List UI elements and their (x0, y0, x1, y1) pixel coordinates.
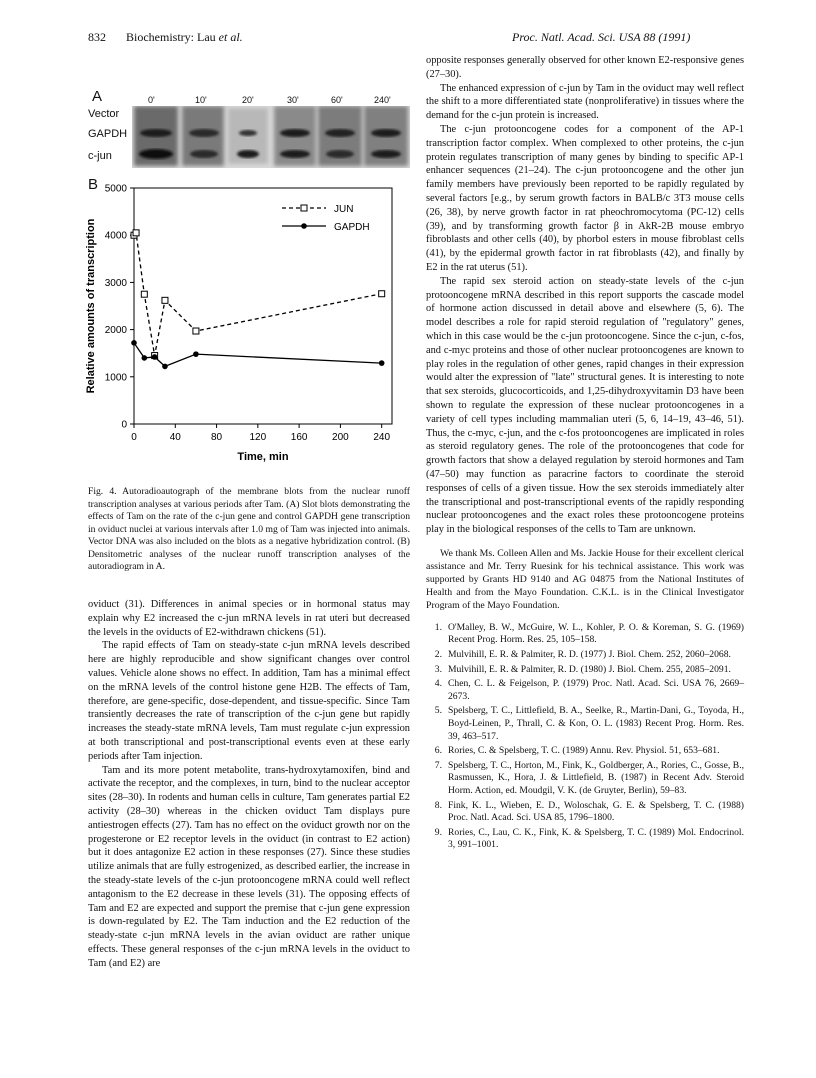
y-tick-label: 1000 (104, 372, 127, 384)
reference-number: 5. (434, 705, 442, 717)
left-column-body (88, 598, 410, 971)
reference-item (426, 622, 744, 647)
data-point-gapdh (193, 351, 199, 357)
y-axis-label: Relative amounts of transcription (85, 218, 97, 394)
reference-text: Spelsberg, T. C., Littlefield, B. A., Seelke, R., Martin-Dani, G., Toyoda, H., Boyd-Leinen, P., Thrall, C. & Kon, O. L. (1983) Recent Prog. Horm. Res. 39, 463–517. (448, 705, 744, 742)
reference-number: 2. (434, 649, 442, 661)
y-tick-label: 3000 (104, 277, 127, 289)
y-tick-label: 5000 (104, 183, 127, 195)
blot-time-30: 30' (287, 95, 299, 105)
reference-text: Rories, C., Lau, C. K., Fink, K. & Spelsberg, T. C. (1989) Mol. Endocrinol. 3, 991–1001. (448, 826, 744, 851)
blot-row-label-gapdh: GAPDH (88, 128, 128, 140)
y-tick-label: 2000 (104, 325, 127, 337)
blot-time-20: 20' (242, 95, 254, 105)
data-point-gapdh (152, 354, 158, 360)
x-tick-label: 200 (332, 432, 349, 443)
reference-text: Mulvihill, E. R. & Palmiter, R. D. (1980) J. Biol. Chem. 255, 2085–2091. (448, 663, 731, 675)
blot-row-label-vector: Vector (88, 108, 120, 120)
acknowledgment: We thank Ms. Colleen Allen and Ms. Jackie House for their excellent clerical assistance and Mr. Terry Ruesink for his technical assistance. This work was supported by Grants HD 9140 and AG 04875 from the National Institutes of Health and from the Mayo Foundation. C.K.L. is in the Clinical Investigator Program of the Mayo Foundation. (426, 547, 744, 611)
data-point-jun (141, 291, 147, 297)
transcription-line-chart (80, 180, 400, 470)
reference-item (426, 800, 744, 825)
reference-item (426, 649, 744, 662)
blot-time-240: 240' (374, 95, 391, 105)
figure-caption: Fig. 4. Autoradioautograph of the membrane blots from the nuclear runoff transcription analyses at various periods after Tam. (A) Slot blots demonstrating the effects of Tam on the rate of the c-jun gene and control GAPDH gene transcription in oviduct nuclei at various intervals after 1.0 mg of Tam was injected into animals. Vector DNA was also included on the blots as a negative hybridization control. (B) Densitometric analyses of the nuclear runoff transcription analyses of the autoradiogram in A. (88, 486, 410, 572)
x-tick-label: 240 (373, 432, 391, 443)
reference-number: 4. (434, 678, 442, 690)
blot-time-0: 0' (148, 95, 155, 105)
x-tick-label: 80 (210, 432, 223, 443)
page-number: 832 (88, 30, 106, 44)
legend-marker-gapdh (301, 223, 307, 229)
reference-item (426, 760, 744, 798)
reference-text: Rories, C. & Spelsberg, T. C. (1989) Annu. Rev. Physiol. 51, 653–681. (448, 745, 720, 757)
x-tick-label: 120 (249, 432, 267, 443)
data-point-jun (193, 328, 199, 334)
series-line-jun (134, 233, 382, 356)
reference-item (426, 705, 744, 743)
right-paragraph-3: The c-jun protooncogene codes for a component of the AP-1 transcription factor complex. When complexed to other proteins, the c-jun protein regulates transcription of many genes by binding to specific AP-1 enhancer sequences (21–24). The c-jun protooncogene and the other jun family members have previously been reported to be rapidly regulated by several factors [e.g., by serum growth factors in BALB/c 3T3 mouse cells (26, 38), by nerve growth factor in rat pheochromocytoma (PC-12) cells (39), and by transforming growth factor β in AkR-2B mouse embryo fibroblasts and other cells (40), by phorbol esters in mouse fibroblast cells (41), by the epidermal growth factor in rat fibroblasts (42), and finally by E2 in the rat uterus (51). (426, 123, 744, 273)
reference-item (426, 745, 744, 758)
reference-number: 6. (434, 745, 442, 757)
reference-list (426, 622, 744, 852)
x-tick-label: 160 (290, 432, 308, 443)
data-point-jun (379, 291, 385, 297)
reference-item (426, 678, 744, 703)
reference-item (426, 827, 744, 852)
reference-number: 9. (434, 826, 442, 838)
reference-number: 7. (434, 759, 442, 771)
blot-row-label-cjun: c-jun (88, 150, 112, 162)
legend-label-jun: JUN (334, 204, 354, 215)
reference-text: Mulvihill, E. R. & Palmiter, R. D. (1977) J. Biol. Chem. 252, 2060–2068. (448, 649, 731, 661)
x-tick-label: 0 (131, 432, 137, 443)
panel-b-label: B (88, 176, 99, 193)
data-point-gapdh (131, 340, 137, 346)
data-point-jun (133, 230, 139, 236)
reference-text: Spelsberg, T. C., Horton, M., Fink, K., Goldberger, A., Rories, C., Gosse, B., Rasmussen, K., Hora, J. & Littlefield, B. (1987) in Recent Adv. Steroid Horm. Action, ed. Moudgil, V. K. (de Gruyter, Berlin), 59–83. (448, 759, 744, 797)
reference-text: Fink, K. L., Wieben, E. D., Woloschak, G. E. & Spelsberg, T. C. (1988) Proc. Natl. Acad. Sci. USA 85, 1796–1800. (448, 799, 744, 824)
blot-time-60: 60' (331, 95, 343, 105)
reference-text: Chen, C. L. & Feigelson, P. (1979) Proc. Natl. Acad. Sci. USA 76, 2669–2673. (448, 678, 744, 702)
reference-text: O'Malley, B. W., McGuire, W. L., Kohler, P. O. & Koreman, S. G. (1969) Recent Prog. Horm. Res. 25, 105–158. (448, 621, 744, 646)
reference-number: 1. (434, 621, 442, 633)
right-paragraph-1: opposite responses generally observed for other known E2-responsive genes (27–30). (426, 55, 744, 80)
blot-time-10: 10' (195, 95, 207, 105)
x-axis-label: Time, min (237, 451, 289, 463)
reference-number: 3. (434, 663, 442, 675)
panel-a-label: A (92, 88, 103, 105)
data-point-gapdh (379, 360, 385, 366)
x-tick-label: 40 (169, 432, 181, 443)
legend-marker-jun (301, 205, 307, 211)
right-paragraph-4: The rapid sex steroid action on steady-state levels of the c-jun protooncogene mRNA described in this report supports the cascade model of hormone action discussed in detail above and elsewhere (5, 6). The model describes a role for rapid steroid regulation of "regulatory" genes, which in this case would be the c-jun protooncogene. Since the c-jun, c-fos, and c-myc proteins and those of other nuclear protooncogenes are known to play roles in the regulation of other genes, rapid changes in their expression would alter the expression of "late" structural genes. It is interesting to note that sex steroids, glucocorticoids, and 1,25-dihydroxyvitamin D3 have been shown to regulate the expression of these nuclear protooncogenes in a variety of cell types including mammalian uteri (5, 6, 14–19, 43–46, 51). Thus, the c-myc, c-jun, and the c-fos protooncogenes are implicated in roles as steroid regulatory genes. The role of the protooncogenes that code for growth factors that show a delayed regulation by steroid hormones and Tam (47–50) may function as paracrine factors to coordinate the steroid responses of cells of a given tissue. How the sex steroids immediately alter the transcriptional and post-transcriptional events of the rapidly responding nuclear protooncogenes and the exact roles these protooncogene proteins play in the biological responses of the cells to Tam are unknown. (426, 275, 744, 536)
running-head-right: Proc. Natl. Acad. Sci. USA 88 (1991) (512, 30, 691, 44)
right-column-body (426, 54, 744, 854)
running-head-journal: Biochemistry: Lau (126, 30, 216, 44)
y-tick-label: 4000 (104, 230, 127, 242)
data-point-gapdh (142, 355, 148, 361)
legend-label-gapdh: GAPDH (334, 222, 370, 233)
data-point-jun (162, 297, 168, 303)
reference-number: 8. (434, 799, 442, 811)
y-tick-label: 0 (121, 419, 127, 431)
series-line-gapdh (134, 343, 382, 367)
reference-item (426, 664, 744, 677)
data-point-gapdh (162, 364, 168, 370)
right-paragraph-2: The enhanced expression of c-jun by Tam in the oviduct may well reflect the shift to a more differentiated state (nonproliferative) in tissues where the demand for the c-jun protein is increased. (426, 82, 744, 122)
running-head-left (126, 30, 243, 45)
left-paragraph-1: oviduct (31). Differences in animal species or in hormonal status may explain why E2 increased the c-jun mRNA levels in rat uteri but decreased the levels in the oviducts of E2-withdrawn chickens (51). (88, 599, 410, 638)
running-head-etal: et al. (218, 30, 243, 44)
left-paragraph-3: Tam and its more potent metabolite, trans-hydroxytamoxifen, bind and activate the receptor, and the complexes, in turn, bind to the nuclear acceptor sites (28–30). In rodents and human cells in culture, Tam generates partial E2 activity (28–30) whereas in the chicken oviduct Tam displays pure antiestrogen effects (27). Tam has no effect on the oviduct growth nor on the progesterone or E2 receptor levels in the oviduct (in contrast to E2 action) but it does antagonize E2 action in these responses (27). Since these studies utilize animals that are fully estrogenized, as described earlier, the increase in the steady-state levels of the c-jun protooncogene mRNA could well reflect antagonism to the E2 decrease in these levels (31). The opposing effects of Tam and E2 are expected and support the premise that c-jun gene expression is down-regulated by E2. The Tam induction and the E2 reduction of the steady-state c-jun mRNA levels in the avian oviduct are rather unique effects. These general responses of the c-jun mRNA levels in the oviduct to Tam (and E2) are (88, 764, 410, 969)
blot-image (132, 106, 410, 168)
left-paragraph-2: The rapid effects of Tam on steady-state c-jun mRNA levels described here are highly reproducible and show significant changes over control values. Vehicle alone shows no effect. In addition, Tam has a minimal effect on the mRNA levels of the control histone gene H2B. The effects of Tam, therefore, are gene-specific, dose-dependent, and tissue-specific. Since Tam transiently decreases the rate of transcription of the c-jun gene but rapidly increases the steady-state mRNA levels, Tam must regulate c-jun expression at both transcriptional and post-transcriptional events even at these early periods after Tam injection. (88, 640, 410, 762)
figure-panel-a (88, 62, 410, 170)
